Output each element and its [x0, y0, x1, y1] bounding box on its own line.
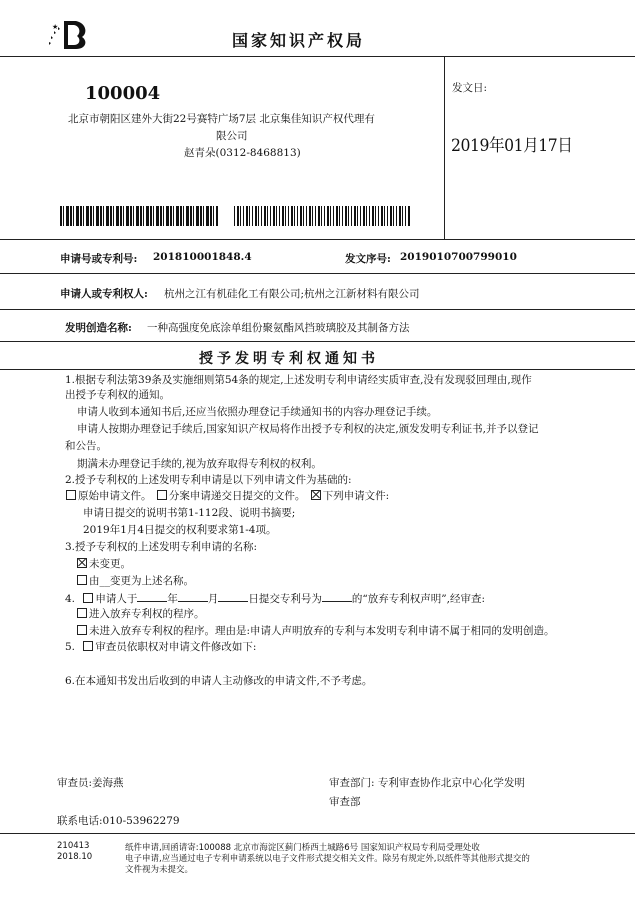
- applicant: 杭州之江有机硅化工有限公司;杭州之江新材料有限公司: [164, 288, 420, 300]
- opt-divisional-docs: 分案申请递交日提交的文件。: [168, 490, 306, 502]
- p4-opt2-row: [77, 624, 555, 638]
- opt-original-docs: 原始申请文件。: [78, 490, 152, 502]
- p4-e: 的“放弃专利权声明”,经审查:: [351, 593, 485, 605]
- divider-4: [0, 309, 635, 310]
- phone: 联系电话:010-53962279: [57, 815, 180, 827]
- barcode-left: [60, 206, 218, 226]
- p2-line1: 2.授予专利权的上述发明专利申请是以下列申请文件为基础的:: [65, 474, 352, 486]
- blank-day: [218, 591, 248, 602]
- dept2: 审查部: [329, 796, 361, 808]
- divider-5: [0, 341, 635, 342]
- opt-name-changed: 由__变更为上述名称。: [89, 575, 194, 587]
- divider-top: [0, 56, 635, 57]
- blank-month: [178, 591, 208, 602]
- serial-label: 发文序号:: [345, 253, 391, 265]
- p1-line6: 期满未办理登记手续的,视为放弃取得专利权的权利。: [77, 458, 322, 470]
- divider-vertical: [444, 56, 445, 239]
- p1-line3: 申请人收到本通知书后,还应当依照办理登记手续通知书的内容办理登记手续。: [77, 406, 438, 418]
- barcode-right: [234, 206, 411, 226]
- p2-detail2: 2019年1月4日提交的权利要求第1-4项。: [83, 524, 277, 536]
- checkbox-waiver-not-proceed[interactable]: [77, 625, 87, 635]
- divider-footer: [0, 833, 635, 834]
- p4-num: 4.: [65, 593, 76, 605]
- divider-2: [0, 239, 635, 240]
- blank-year: [137, 591, 167, 602]
- office-name: 国家知识产权局: [232, 31, 366, 50]
- divider-3: [0, 273, 635, 274]
- app-no: 201810001848.4: [153, 251, 252, 263]
- p4-c: 月: [207, 593, 219, 605]
- opt-waiver-proceed: 进入放弃专利权的程序。: [89, 608, 205, 620]
- p1-line5: 和公告。: [65, 440, 107, 452]
- cnipa-logo: [44, 17, 90, 51]
- p3-opt2-row: [77, 574, 194, 588]
- dept: 审查部门: 专利审查协作北京中心化学发明: [329, 777, 525, 789]
- p1-line2: 出授予专利权的通知。: [65, 389, 170, 401]
- address-line2: 限公司: [216, 130, 248, 142]
- p4-b: 年: [167, 593, 178, 605]
- checkbox-original-docs[interactable]: [66, 490, 76, 500]
- svg-text:★: ★: [52, 23, 59, 31]
- recipient: 赵青朵(0312-8468813): [184, 147, 301, 159]
- opt-following-docs: 下列申请文件:: [322, 490, 390, 502]
- checkbox-divisional-docs[interactable]: [157, 490, 167, 500]
- issue-date-label: 发文日:: [452, 82, 488, 94]
- checkbox-name-changed[interactable]: [77, 575, 87, 585]
- p3-opt1-row: [77, 557, 131, 571]
- blank-patent-no: [322, 591, 352, 602]
- p3-line1: 3.授予专利权的上述发明专利申请的名称:: [65, 541, 258, 553]
- examiner: 审查员:姜海燕: [57, 777, 124, 789]
- checkbox-name-unchanged[interactable]: [77, 558, 87, 568]
- p4-a: 申请人于: [95, 593, 138, 605]
- divider-6: [0, 369, 635, 370]
- serial: 2019010700799010: [400, 251, 517, 263]
- p1-line1: 1.根据专利法第39条及实施细则第54条的规定,上述发明专利申请经实质审查,没有发现驳回理由,现作: [65, 374, 532, 386]
- checkbox-ex-officio[interactable]: [83, 641, 93, 651]
- p4-row: [65, 591, 485, 606]
- note1: 纸件申请,回函请寄:100088 北京市海淀区蓟门桥西土城路6号 国家知识产权局专利局受理处收: [125, 843, 480, 853]
- p5-text: 审查员依职权对申请文件修改如下:: [95, 641, 257, 653]
- invention: 一种高强度免底涂单组份聚氨酯风挡玻璃胶及其制备方法: [147, 322, 410, 334]
- p5-num: 5.: [65, 641, 76, 653]
- p1-line4: 申请人按期办理登记手续后,国家知识产权局将作出授予专利权的决定,颁发发明专利证书,并予以登记: [77, 423, 539, 435]
- opt-name-unchanged: 未变更。: [89, 558, 131, 570]
- p4-opt1-row: [77, 607, 205, 621]
- note3: 文件视为未提交。: [125, 865, 194, 875]
- p6-line: 6.在本通知书发出后收到的申请人主动修改的申请文件,不予考虑。: [65, 675, 373, 687]
- checkbox-waiver[interactable]: [83, 593, 93, 603]
- note2: 电子申请,应当通过电子专利申请系统以电子文件形式提交相关文件。除另有规定外,以纸件等其他形式提交的: [125, 854, 530, 864]
- address-line1: 北京市朝阳区建外大街22号赛特广场7层 北京集佳知识产权代理有: [68, 113, 375, 125]
- app-no-label: 申请号或专利号:: [60, 253, 138, 265]
- applicant-label: 申请人或专利权人:: [60, 288, 148, 300]
- checkbox-waiver-proceed[interactable]: [77, 608, 87, 618]
- form-code2: 2018.10: [57, 852, 93, 862]
- invention-label: 发明创造名称:: [65, 322, 132, 334]
- checkbox-following-docs[interactable]: [311, 490, 321, 500]
- p2-options: [66, 489, 389, 503]
- opt-waiver-not-proceed: 未进入放弃专利权的程序。理由是:申请人声明放弃的专利与本发明专利申请不属于相同的发明创造。: [89, 625, 555, 637]
- p4-d: 日提交专利号为: [248, 593, 322, 605]
- notice-title: 授予发明专利权通知书: [199, 351, 379, 367]
- form-code1: 210413: [57, 841, 90, 851]
- p5-row: [65, 640, 256, 654]
- p2-detail1: 申请日提交的说明书第1-112段、说明书摘要;: [83, 507, 296, 519]
- postcode: 100004: [85, 83, 161, 104]
- issue-date: 2019年01月17日: [451, 136, 573, 156]
